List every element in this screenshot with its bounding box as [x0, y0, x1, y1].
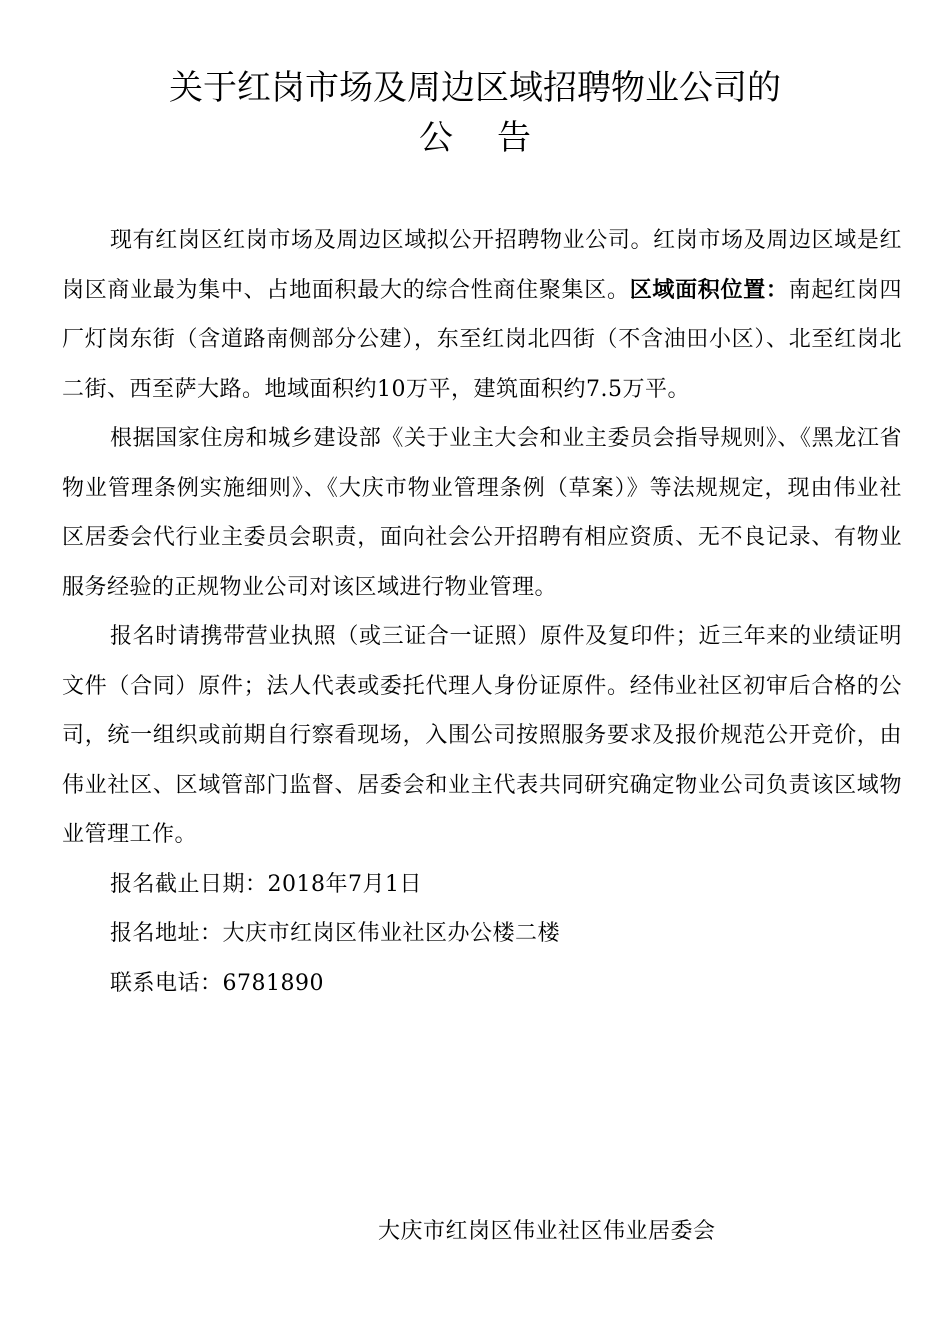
paragraph-legal-basis: 根据国家住房和城乡建设部《关于业主大会和业主委员会指导规则》、《黑龙江省物业管理条例实施细则》、《大庆市物业管理条例（草案）》等法规规定，现由伟业社区居委会代行业主委员会职责，面向社会公开招聘有相应资质、无不良记录、有物业服务经验的正规物业公司对该区域进行物业管理。 — [62, 426, 902, 600]
issuer-signature: 大庆市红岗区伟业社区伟业居委会 — [378, 1219, 716, 1244]
area-location-label: 区域面积位置： — [629, 277, 789, 303]
paragraph-intro-text: 现有红岗区红岗市场及周边区域拟公开招聘物业公司。红岗市场及周边区域是红岗区商业最为集中、占地面积最大的综合性商住聚集区。 — [62, 228, 902, 303]
contact-phone: 联系电话：6781890 — [110, 970, 324, 996]
paragraph-intro — [62, 216, 902, 414]
paragraph-intro-area: 南起红岗四厂灯岗东街（含道路南侧部分公建），东至红岗北四街（不含油田小区）、北至红岗北二街、西至萨大路。地域面积约10万平，建筑面积约7.5万平。 — [62, 277, 902, 402]
document-body — [62, 216, 902, 1008]
document-title: 关于红岗市场及周边区域招聘物业公司的 — [169, 68, 781, 108]
document-title-subtitle: 公告 — [419, 118, 575, 158]
paragraph-requirements: 报名时请携带营业执照（或三证合一证照）原件及复印件；近三年来的业绩证明文件（合同）原件；法人代表或委托代理人身份证原件。经伟业社区初审后合格的公司，统一组织或前期自行察看现场，入围公司按照服务要求及报价规范公开竞价，由伟业社区、区域管部门监督、居委会和业主代表共同研究确定物业公司负责该区域物业管理工作。 — [62, 624, 902, 847]
registration-address: 报名地址：大庆市红岗区伟业社区办公楼二楼 — [110, 921, 561, 946]
registration-deadline: 报名截止日期：2018年7月1日 — [110, 871, 422, 897]
